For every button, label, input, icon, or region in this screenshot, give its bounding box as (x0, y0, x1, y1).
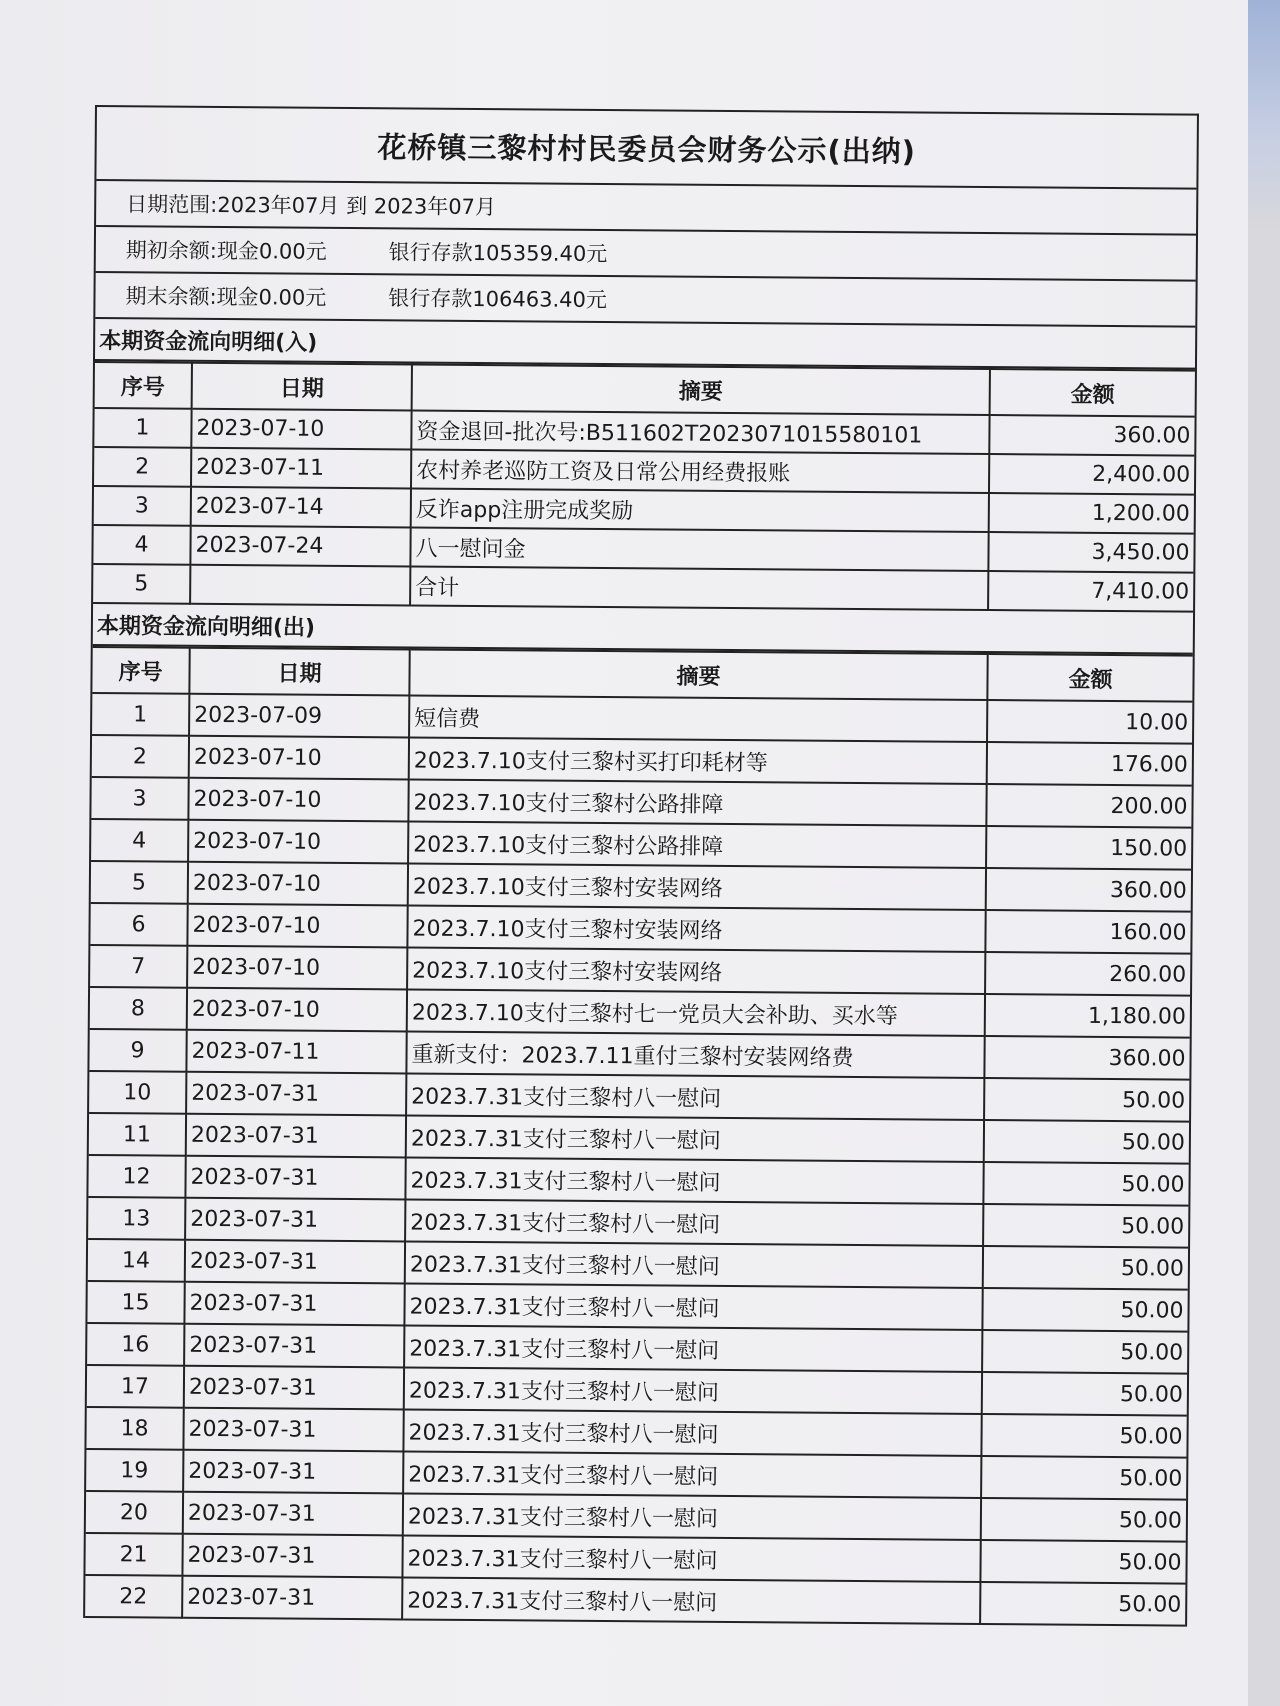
income-cell-date: 2023-07-10 (191, 409, 411, 450)
expense-cell-amount: 360.00 (984, 1036, 1189, 1080)
expense-cell-date: 2023-07-31 (185, 1198, 405, 1242)
expense-cell-amount: 1,180.00 (985, 994, 1190, 1038)
expense-cell-no: 14 (88, 1239, 185, 1282)
expense-rows (85, 693, 1192, 1626)
income-cell-amount: 360.00 (989, 415, 1194, 456)
expense-cell-date: 2023-07-31 (183, 1492, 403, 1536)
expense-cell-summary: 2023.7.10支付三黎村买打印耗材等 (409, 737, 987, 784)
income-cell-amount: 7,410.00 (988, 571, 1193, 612)
income-cell-date: 2023-07-24 (190, 526, 410, 567)
expense-cell-no: 9 (89, 1029, 186, 1072)
expense-header-summary: 摘要 (409, 649, 987, 700)
expense-cell-amount: 50.00 (982, 1372, 1187, 1416)
expense-cell-no: 20 (86, 1491, 183, 1534)
expense-cell-summary: 2023.7.31支付三黎村八一慰问 (405, 1157, 983, 1204)
expense-cell-date: 2023-07-10 (187, 904, 407, 948)
expense-cell-no: 5 (91, 861, 188, 904)
expense-cell-amount: 176.00 (987, 742, 1192, 786)
expense-cell-date: 2023-07-31 (185, 1156, 405, 1200)
expense-cell-date: 2023-07-10 (187, 988, 407, 1032)
expense-cell-no: 22 (85, 1575, 182, 1618)
expense-cell-date: 2023-07-10 (189, 736, 409, 780)
income-cell-summary: 农村养老巡防工资及日常公用经费报账 (411, 449, 989, 493)
expense-cell-no: 16 (87, 1323, 184, 1366)
income-table (93, 361, 1195, 613)
expense-cell-date: 2023-07-09 (189, 694, 409, 738)
expense-cell-no: 10 (89, 1071, 186, 1114)
expense-cell-date: 2023-07-31 (183, 1408, 403, 1452)
expense-cell-amount: 50.00 (980, 1540, 1185, 1584)
income-header-amount: 金额 (990, 369, 1195, 417)
expense-cell-summary: 2023.7.31支付三黎村八一慰问 (406, 1073, 984, 1120)
expense-cell-date: 2023-07-31 (182, 1576, 402, 1620)
expense-cell-date: 2023-07-11 (186, 1030, 406, 1074)
expense-row (85, 1575, 1185, 1626)
expense-cell-date: 2023-07-10 (187, 946, 407, 990)
expense-cell-date: 2023-07-31 (184, 1366, 404, 1410)
expense-cell-amount: 50.00 (982, 1288, 1187, 1332)
expense-cell-no: 4 (91, 819, 188, 862)
expense-cell-date: 2023-07-31 (186, 1072, 406, 1116)
expense-table (85, 646, 1193, 1627)
expense-cell-amount: 50.00 (981, 1414, 1186, 1458)
expense-cell-summary: 2023.7.31支付三黎村八一慰问 (403, 1493, 981, 1540)
expense-cell-amount: 50.00 (982, 1330, 1187, 1374)
expense-cell-date: 2023-07-31 (184, 1324, 404, 1368)
expense-cell-amount: 50.00 (983, 1162, 1188, 1206)
expense-cell-date: 2023-07-10 (188, 820, 408, 864)
opening-bank: 银行存款105359.40元 (388, 240, 608, 267)
income-cell-amount: 3,450.00 (988, 532, 1193, 573)
income-header-date: 日期 (192, 363, 412, 411)
date-range-label: 日期范围: (126, 192, 218, 217)
closing-label: 期末余额: (125, 284, 217, 309)
expense-cell-date: 2023-07-31 (184, 1282, 404, 1326)
opening-cash: 现金0.00元 (216, 238, 327, 264)
expense-cell-amount: 10.00 (987, 700, 1192, 744)
income-header-summary: 摘要 (412, 364, 990, 415)
expense-cell-amount: 150.00 (986, 826, 1191, 870)
income-cell-date (190, 565, 410, 606)
income-cell-no: 1 (94, 408, 191, 448)
income-cell-no: 3 (94, 486, 191, 526)
expense-cell-summary: 2023.7.31支付三黎村八一慰问 (402, 1577, 980, 1624)
expense-cell-amount: 50.00 (981, 1456, 1186, 1500)
expense-cell-amount: 50.00 (983, 1204, 1188, 1248)
expense-cell-date: 2023-07-10 (188, 862, 408, 906)
expense-cell-date: 2023-07-31 (186, 1114, 406, 1158)
expense-cell-summary: 2023.7.10支付三黎村安装网络 (408, 863, 986, 910)
expense-cell-amount: 50.00 (980, 1582, 1185, 1626)
expense-header-date: 日期 (189, 648, 409, 696)
expense-cell-summary: 2023.7.10支付三黎村公路排障 (408, 779, 986, 826)
expense-cell-amount: 200.00 (986, 784, 1191, 828)
income-cell-date: 2023-07-14 (191, 487, 411, 528)
closing-cash: 现金0.00元 (216, 284, 327, 310)
income-cell-date: 2023-07-11 (191, 448, 411, 489)
expense-cell-summary: 2023.7.31支付三黎村八一慰问 (402, 1535, 980, 1582)
expense-cell-amount: 50.00 (984, 1120, 1189, 1164)
expense-cell-no: 6 (90, 903, 187, 946)
income-cell-amount: 2,400.00 (989, 454, 1194, 495)
expense-cell-no: 11 (89, 1113, 186, 1156)
expense-cell-no: 7 (90, 945, 187, 988)
expense-cell-summary: 2023.7.10支付三黎村安装网络 (407, 905, 985, 952)
income-section-title: 本期资金流向明细(入) (95, 319, 1195, 370)
income-cell-no: 2 (94, 447, 191, 487)
expense-cell-summary: 2023.7.31支付三黎村八一慰问 (404, 1283, 982, 1330)
income-cell-summary: 合计 (410, 566, 988, 610)
income-cell-summary: 八一慰问金 (410, 527, 988, 571)
finance-notice-table (83, 105, 1199, 1627)
expense-cell-amount: 360.00 (986, 868, 1191, 912)
expense-cell-summary: 2023.7.31支付三黎村八一慰问 (404, 1367, 982, 1414)
expense-section-title: 本期资金流向明细(出) (93, 604, 1193, 655)
expense-cell-summary: 2023.7.10支付三黎村七一党员大会补助、买水等 (407, 989, 985, 1036)
expense-cell-summary: 重新支付：2023.7.11重付三黎村安装网络费 (406, 1031, 984, 1078)
expense-cell-amount: 260.00 (985, 952, 1190, 996)
expense-cell-summary: 2023.7.31支付三黎村八一慰问 (403, 1409, 981, 1456)
expense-cell-date: 2023-07-31 (182, 1534, 402, 1578)
expense-cell-summary: 2023.7.10支付三黎村安装网络 (407, 947, 985, 994)
expense-cell-summary: 2023.7.31支付三黎村八一慰问 (403, 1451, 981, 1498)
expense-cell-summary: 2023.7.31支付三黎村八一慰问 (404, 1325, 982, 1372)
expense-cell-date: 2023-07-31 (183, 1450, 403, 1494)
expense-cell-no: 2 (92, 735, 189, 778)
expense-cell-no: 8 (90, 987, 187, 1030)
expense-header-amount: 金额 (987, 654, 1192, 702)
income-cell-amount: 1,200.00 (989, 493, 1194, 534)
expense-header-no: 序号 (92, 647, 189, 694)
expense-cell-date: 2023-07-31 (185, 1240, 405, 1284)
expense-cell-no: 18 (86, 1407, 183, 1450)
income-header-no: 序号 (95, 362, 192, 409)
expense-cell-amount: 50.00 (983, 1246, 1188, 1290)
expense-cell-no: 12 (88, 1155, 185, 1198)
income-cell-no: 4 (93, 525, 190, 565)
expense-cell-summary: 2023.7.10支付三黎村公路排障 (408, 821, 986, 868)
expense-cell-no: 3 (91, 777, 188, 820)
income-cell-summary: 资金退回-批次号:B511602T2023071015580101 (411, 410, 989, 454)
expense-cell-date: 2023-07-10 (188, 778, 408, 822)
expense-cell-summary: 2023.7.31支付三黎村八一慰问 (406, 1115, 984, 1162)
expense-cell-amount: 50.00 (984, 1078, 1189, 1122)
income-rows (93, 408, 1194, 612)
expense-cell-no: 1 (92, 693, 189, 736)
expense-cell-amount: 50.00 (981, 1498, 1186, 1542)
expense-cell-no: 21 (85, 1533, 182, 1576)
opening-label: 期初余额: (125, 238, 218, 263)
expense-cell-summary: 短信费 (409, 695, 987, 742)
expense-cell-no: 13 (88, 1197, 185, 1240)
expense-cell-summary: 2023.7.31支付三黎村八一慰问 (405, 1199, 983, 1246)
closing-bank: 银行存款106463.40元 (388, 286, 607, 313)
notice-title: 花桥镇三黎村村民委员会财务公示(出纳) (96, 107, 1197, 190)
expense-cell-no: 19 (86, 1449, 183, 1492)
expense-cell-no: 15 (87, 1281, 184, 1324)
expense-cell-no: 17 (87, 1365, 184, 1408)
date-range-value: 2023年07月 到 2023年07月 (217, 192, 497, 220)
income-cell-summary: 反诈app注册完成奖励 (411, 488, 989, 532)
income-cell-no: 5 (93, 564, 190, 604)
expense-cell-amount: 160.00 (985, 910, 1190, 954)
expense-cell-summary: 2023.7.31支付三黎村八一慰问 (405, 1241, 983, 1288)
